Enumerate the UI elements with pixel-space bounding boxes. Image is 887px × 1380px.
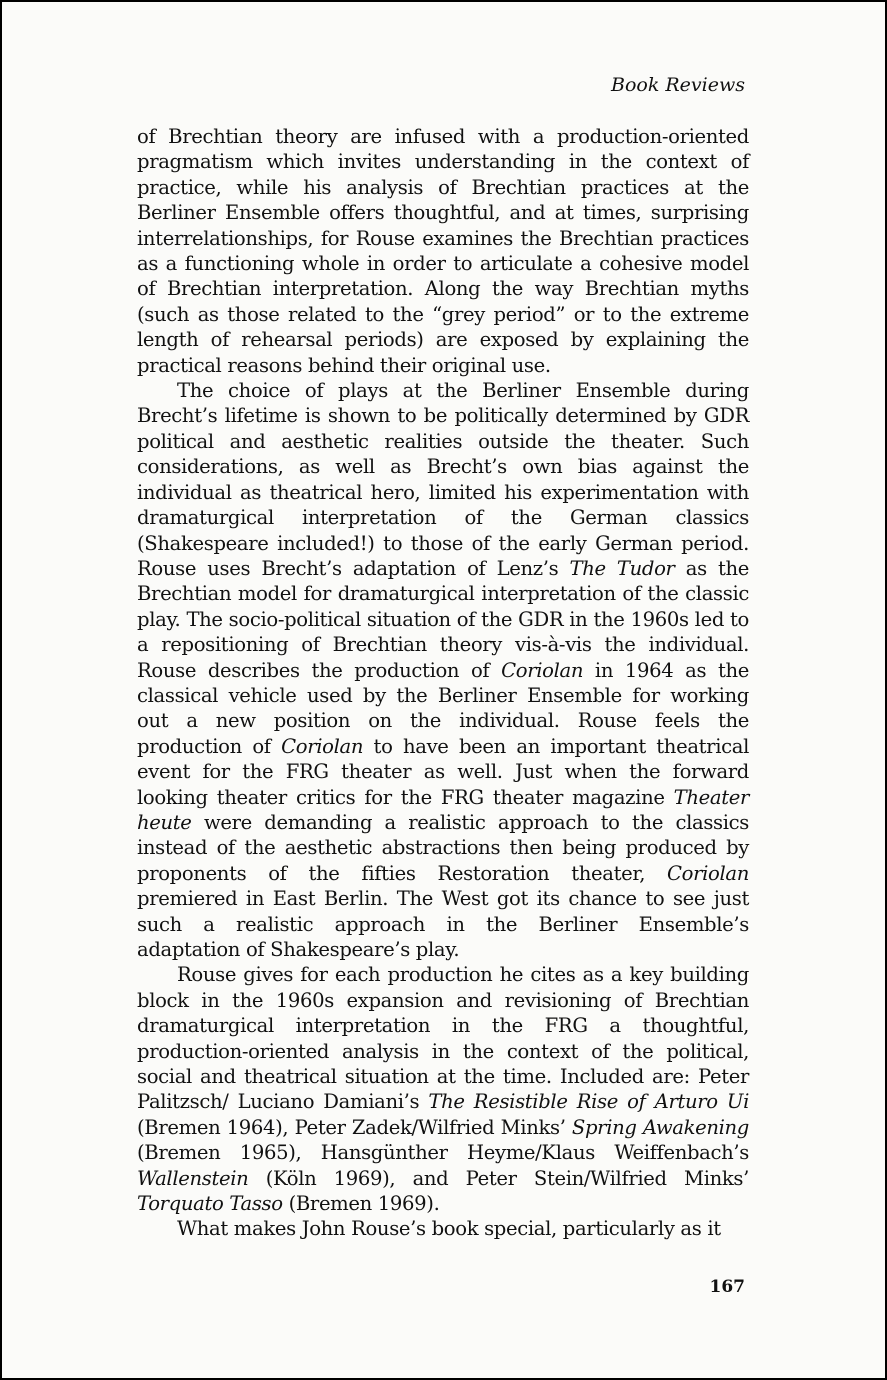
page-number: 167 bbox=[709, 1277, 745, 1297]
paragraph-text: Rouse gives for each production he cites as a key building block in the 1960s expansion and revisioning of Brechtian dramaturgical interpretation in the FRG a thoughtful, production-oriented analysis in the context of the political, social and theatrical situation at the time. Included are: Peter Palitzsch/ Luciano Damiani’s bbox=[137, 963, 749, 1114]
italic-title: Coriolan bbox=[281, 734, 364, 758]
paragraph bbox=[137, 962, 749, 1216]
paragraph-text: as the Brechtian model for dramaturgical interpretation of the classic play. The socio-political situation of the GDR in the 1960s led to a repositioning of Brechtian theory vis-à-vis the individual. Rouse describes the production of bbox=[137, 556, 749, 682]
paragraph-text: The choice of plays at the Berliner Ensemble during Brecht’s lifetime is shown to be politically determined by GDR political and aesthetic realities outside the theater. Such considerations, as well as Brecht’s own bias against the individual as theatrical hero, limited his experimentation with dramaturgical interpretation of the German classics (Shakespeare included!) to those of the early German period. Rouse uses Brecht’s adaptation of Lenz’s bbox=[137, 379, 749, 580]
paragraph bbox=[137, 378, 749, 962]
italic-title: Theater heute bbox=[137, 785, 749, 834]
italic-title: The Tudor bbox=[569, 556, 675, 580]
paragraph-text: were demanding a realistic approach to the classics instead of the aesthetic abstractions then being produced by proponents of the fifties Restoration theater, bbox=[137, 810, 749, 885]
paragraph-text: (Köln 1969), and Peter Stein/Wilfried Minks’ bbox=[248, 1166, 749, 1190]
paragraph-text: (Bremen 1964), Peter Zadek/Wilfried Minks’ bbox=[137, 1115, 572, 1139]
italic-title: The Resistible Rise of Arturo Ui bbox=[428, 1090, 749, 1114]
paragraph bbox=[137, 124, 749, 378]
italic-title: Coriolan bbox=[501, 658, 584, 682]
paragraph-text: to have been an important theatrical event for the FRG theater as well. Just when the forward looking theater critics for the FRG theater magazine bbox=[137, 734, 749, 809]
paragraph-text: premiered in East Berlin. The West got its chance to see just such a realistic approach in the Berliner Ensemble’s adaptation of Shakespeare’s play. bbox=[137, 887, 749, 961]
paragraph-text: (Bremen 1965), Hansgünther Heyme/Klaus Weiffenbach’s bbox=[137, 1141, 749, 1165]
italic-title: Spring Awakening bbox=[571, 1115, 749, 1139]
italic-title: Coriolan bbox=[667, 861, 749, 885]
article-body bbox=[137, 124, 749, 1242]
italic-title: Wallenstein bbox=[137, 1166, 249, 1190]
paragraph-text: of Brechtian theory are infused with a production-oriented pragmatism which invites understanding in the context of practice, while his analysis of Brechtian practices at the Berliner Ensemble offers thoughtful, and at times, surprising interrelationships, for Rouse examines the Brechtian practices as a functioning whole in order to articulate a cohesive model of Brechtian interpretation. Along the way Brechtian myths (such as those related to the “grey period” or to the extreme length of rehearsal periods) are exposed by explaining the practical reasons behind their original use. bbox=[137, 125, 749, 377]
running-head: Book Reviews bbox=[610, 74, 745, 96]
paragraph-text: in 1964 as the classical vehicle used by the Berliner Ensemble for working out a new position on the individual. Rouse feels the production of bbox=[137, 658, 749, 758]
paragraph bbox=[137, 1216, 749, 1241]
italic-title: Torquato Tasso bbox=[137, 1192, 283, 1216]
paragraph-text: What makes John Rouse’s book special, particularly as it bbox=[177, 1217, 721, 1241]
paragraph-text: (Bremen 1969). bbox=[282, 1192, 440, 1216]
